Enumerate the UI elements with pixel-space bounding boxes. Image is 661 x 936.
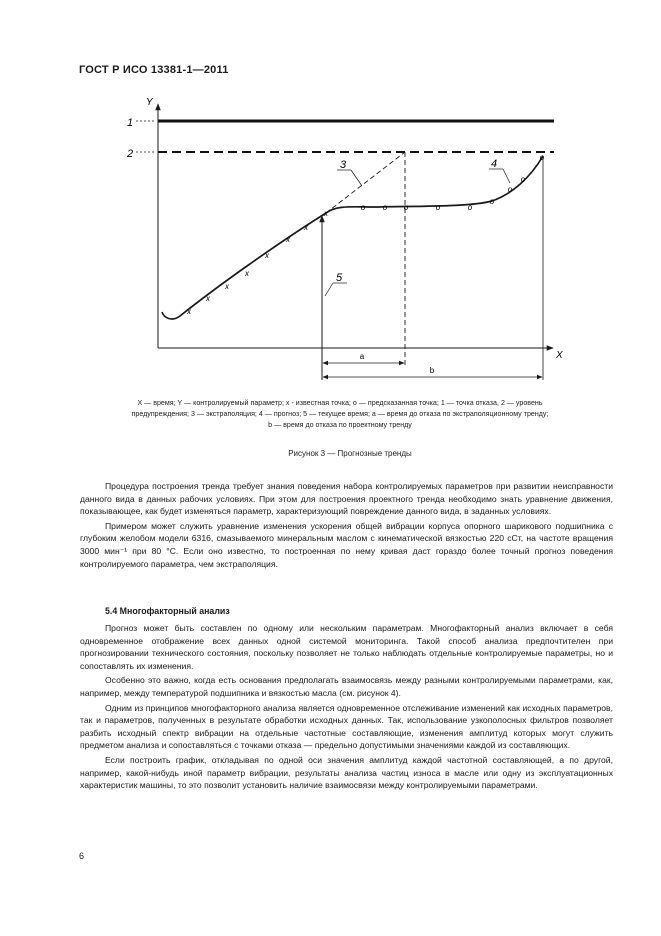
extrapolation-line	[326, 152, 405, 213]
known-point: x	[225, 282, 229, 291]
document-header: ГОСТ Р ИСО 13381-1—2011	[79, 64, 229, 76]
page-number: 6	[79, 851, 85, 861]
label-5: 5	[336, 272, 343, 284]
predicted-point: o	[539, 153, 545, 162]
label-3: 3	[340, 159, 347, 171]
known-point: x	[265, 251, 269, 260]
known-points	[186, 209, 329, 316]
known-point: x	[187, 307, 191, 316]
legend-line: X — время; Y — контролируемый параметр; x - известная точка; o — предсказанная точка; 1 — точка отказа, 2 — уровень	[137, 399, 543, 407]
predicted-point: o	[403, 203, 409, 212]
predicted-point: o	[360, 203, 366, 212]
paragraph: Примером может служить уравнение изменения ускорения общей вибрации корпуса опорного шарикового подшипника с глубоким желобом модели 6316, смазываемого минеральным маслом с кинематической вязкостью 220 сСт, на частоте вращения 3000 мин⁻¹ при 80 °С. Если оно известно, то построенная по нему кривая даст гораздо более точный прогноз поведения контролируемого параметра, чем экстраполяция.	[80, 520, 613, 569]
trend-curve	[162, 156, 543, 319]
label-1: 1	[127, 117, 134, 129]
known-point: x	[206, 294, 210, 303]
known-point: x	[286, 235, 290, 244]
dimension-a-label: a	[359, 352, 365, 361]
predicted-point: o	[520, 175, 526, 184]
text-block-bottom	[80, 622, 613, 792]
paragraph: Если построить график, откладывая по одной оси значения амплитуд каждой частотной составляющей, а по другой, например, какой-нибудь иной параметр вибрации, результаты анализа частиц износа в масле или одну из эксплуатационных характеристик машины, то это позволит установить наличие взаимосвязи между контролируемыми параметрами.	[80, 754, 613, 791]
predicted-point: o	[382, 203, 388, 212]
text-block-top	[80, 480, 613, 570]
predicted-point: o	[507, 185, 513, 194]
trend-figure	[0, 0, 661, 420]
predicted-point: o	[467, 203, 473, 212]
predicted-points	[361, 153, 545, 212]
label-4: 4	[491, 158, 498, 170]
section-heading: 5.4 Многофакторный анализ	[105, 606, 230, 616]
paragraph: Одним из принципов многофакторного анализа является одновременное отслеживание изменений как исходных параметров, так и параметров, полученных в результате обработки исходных данных. Так, использование узкополосных фильтров позволяет разбить исходный спектр вибрации на отдельные частотные составляющие, изменения амплитуд которых могут служить предметом анализа и сопоставляться с точками отказа — предельно допустимыми значениями каждой из составляющих.	[80, 702, 613, 751]
paragraph: Прогноз может быть составлен по одному или нескольким параметрам. Многофакторный анализ включает в себя одновременное отображение всех данных одной системой мониторинга. Такой способ анализа предпочтителен при прогнозировании технического состояния, поскольку позволяет не только наблюдать отдельные контролируемые параметры, но и сопоставлять их изменения.	[80, 623, 613, 671]
known-point: x	[245, 269, 249, 278]
paragraph: Особенно это важно, когда есть основания предполагать взаимосвязь между разными контролируемыми параметрами, как, например, между температурой подшипника и вязкостью масла (см. рисунок 4).	[80, 675, 613, 698]
predicted-point: o	[489, 197, 495, 206]
legend-line: b — время до отказа по проектному тренду	[268, 421, 412, 429]
dimension-b-label: b	[429, 366, 435, 375]
label-2: 2	[127, 148, 134, 160]
label-5-leader	[325, 283, 333, 296]
predicted-point: o	[435, 203, 441, 212]
known-point: x	[324, 209, 328, 218]
known-point: x	[304, 223, 308, 232]
x-axis-label: X	[556, 350, 563, 361]
figure-title: Рисунок 3 — Прогнозные тренды	[288, 449, 412, 458]
label-3-leader	[351, 170, 362, 186]
legend-line: предупреждения; 3 — экстраполяция; 4 — прогноз; 5 — текущее время; a — время до отказа по экстраполяционному тренду;	[131, 410, 549, 418]
paragraph: Процедура построения тренда требует знания поведения набора контролируемых параметров при развитии неисправности данного вида в данных рабочих условиях. При этом для построения проектного тренда необходимо знать уравнение движения, показывающее, как будет изменяться параметр, характеризующий повреждение данного вида, в заданных условиях.	[80, 481, 613, 517]
label-4-leader	[503, 169, 510, 183]
figure-legend	[60, 398, 620, 431]
y-axis-label: Y	[146, 97, 153, 108]
